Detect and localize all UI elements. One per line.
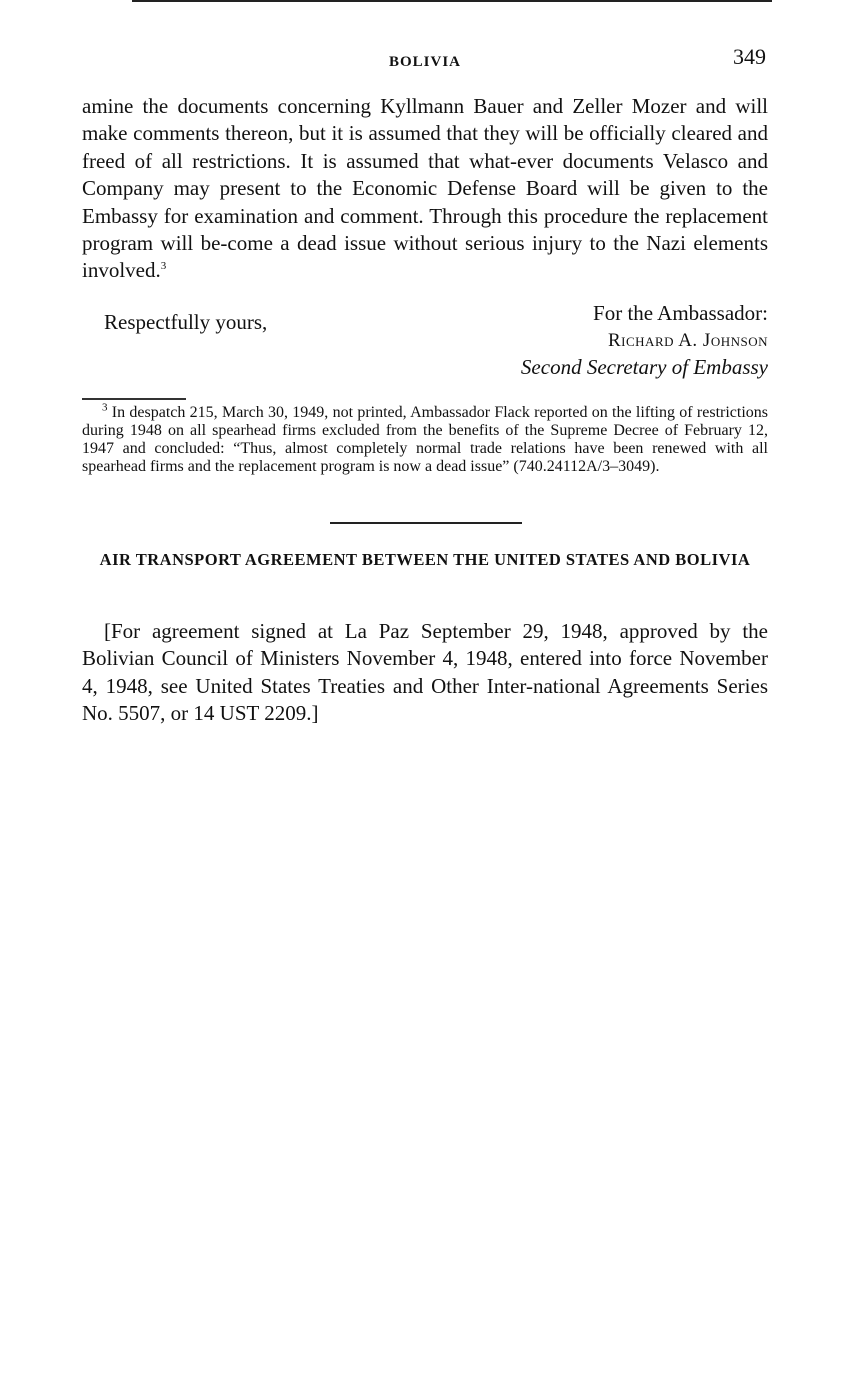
footnote-reference: 3 bbox=[160, 260, 167, 273]
section-divider bbox=[330, 522, 522, 524]
footnote-rule bbox=[82, 398, 186, 400]
signature-line: For the Ambassador: bbox=[593, 301, 768, 325]
footnote-marker: 3 bbox=[102, 401, 108, 414]
top-edge-rule bbox=[132, 0, 772, 2]
footnote bbox=[82, 401, 769, 476]
signature-block bbox=[521, 300, 768, 381]
signatory-name: Richard A. Johnson bbox=[608, 330, 768, 351]
body-paragraph bbox=[82, 93, 768, 285]
running-title: BOLIVIA bbox=[388, 54, 462, 70]
closing-salutation: Respectfully yours, bbox=[104, 310, 268, 334]
section-paragraph: [For agreement signed at La Paz September 29, 1948, approved by the Bolivian Council of Ministers November 4, 1948, entered into force November 4, 1948, see United States Treaties and Other Inter-national Agreements Series No. 5507, or 14 UST 2209.] bbox=[82, 619, 768, 726]
footnote-text: In despatch 215, March 30, 1949, not printed, Ambassador Flack reported on the lifting of restrictions during 1948 on all spearhead firms excluded from the benefits of the Supreme Decree of February 12, 1947 and concluded: “Thus, almost completely normal trade relations have been renewed with all spearhead firms and the replacement program is now a dead issue” (740.24112A/3–3049). bbox=[82, 404, 769, 475]
page-number: 349 bbox=[733, 44, 766, 69]
body-paragraph-text: amine the documents concerning Kyllmann Bauer and Zeller Mozer and will make comments thereon, but it is assumed that they will be officially cleared and freed of all restrictions. It is assumed that what-ever documents Velasco and Company may present to the Economic Defense Board will be given to the Embassy for examination and comment. Through this procedure the replacement program will be-come a dead issue without serious injury to the Nazi elements involved. bbox=[82, 94, 768, 283]
running-head bbox=[82, 44, 768, 80]
signatory-title: Second Secretary of Embassy bbox=[520, 355, 768, 379]
section-heading: AIR TRANSPORT AGREEMENT BETWEEN THE UNITED STATES AND BOLIVIA bbox=[99, 550, 751, 569]
